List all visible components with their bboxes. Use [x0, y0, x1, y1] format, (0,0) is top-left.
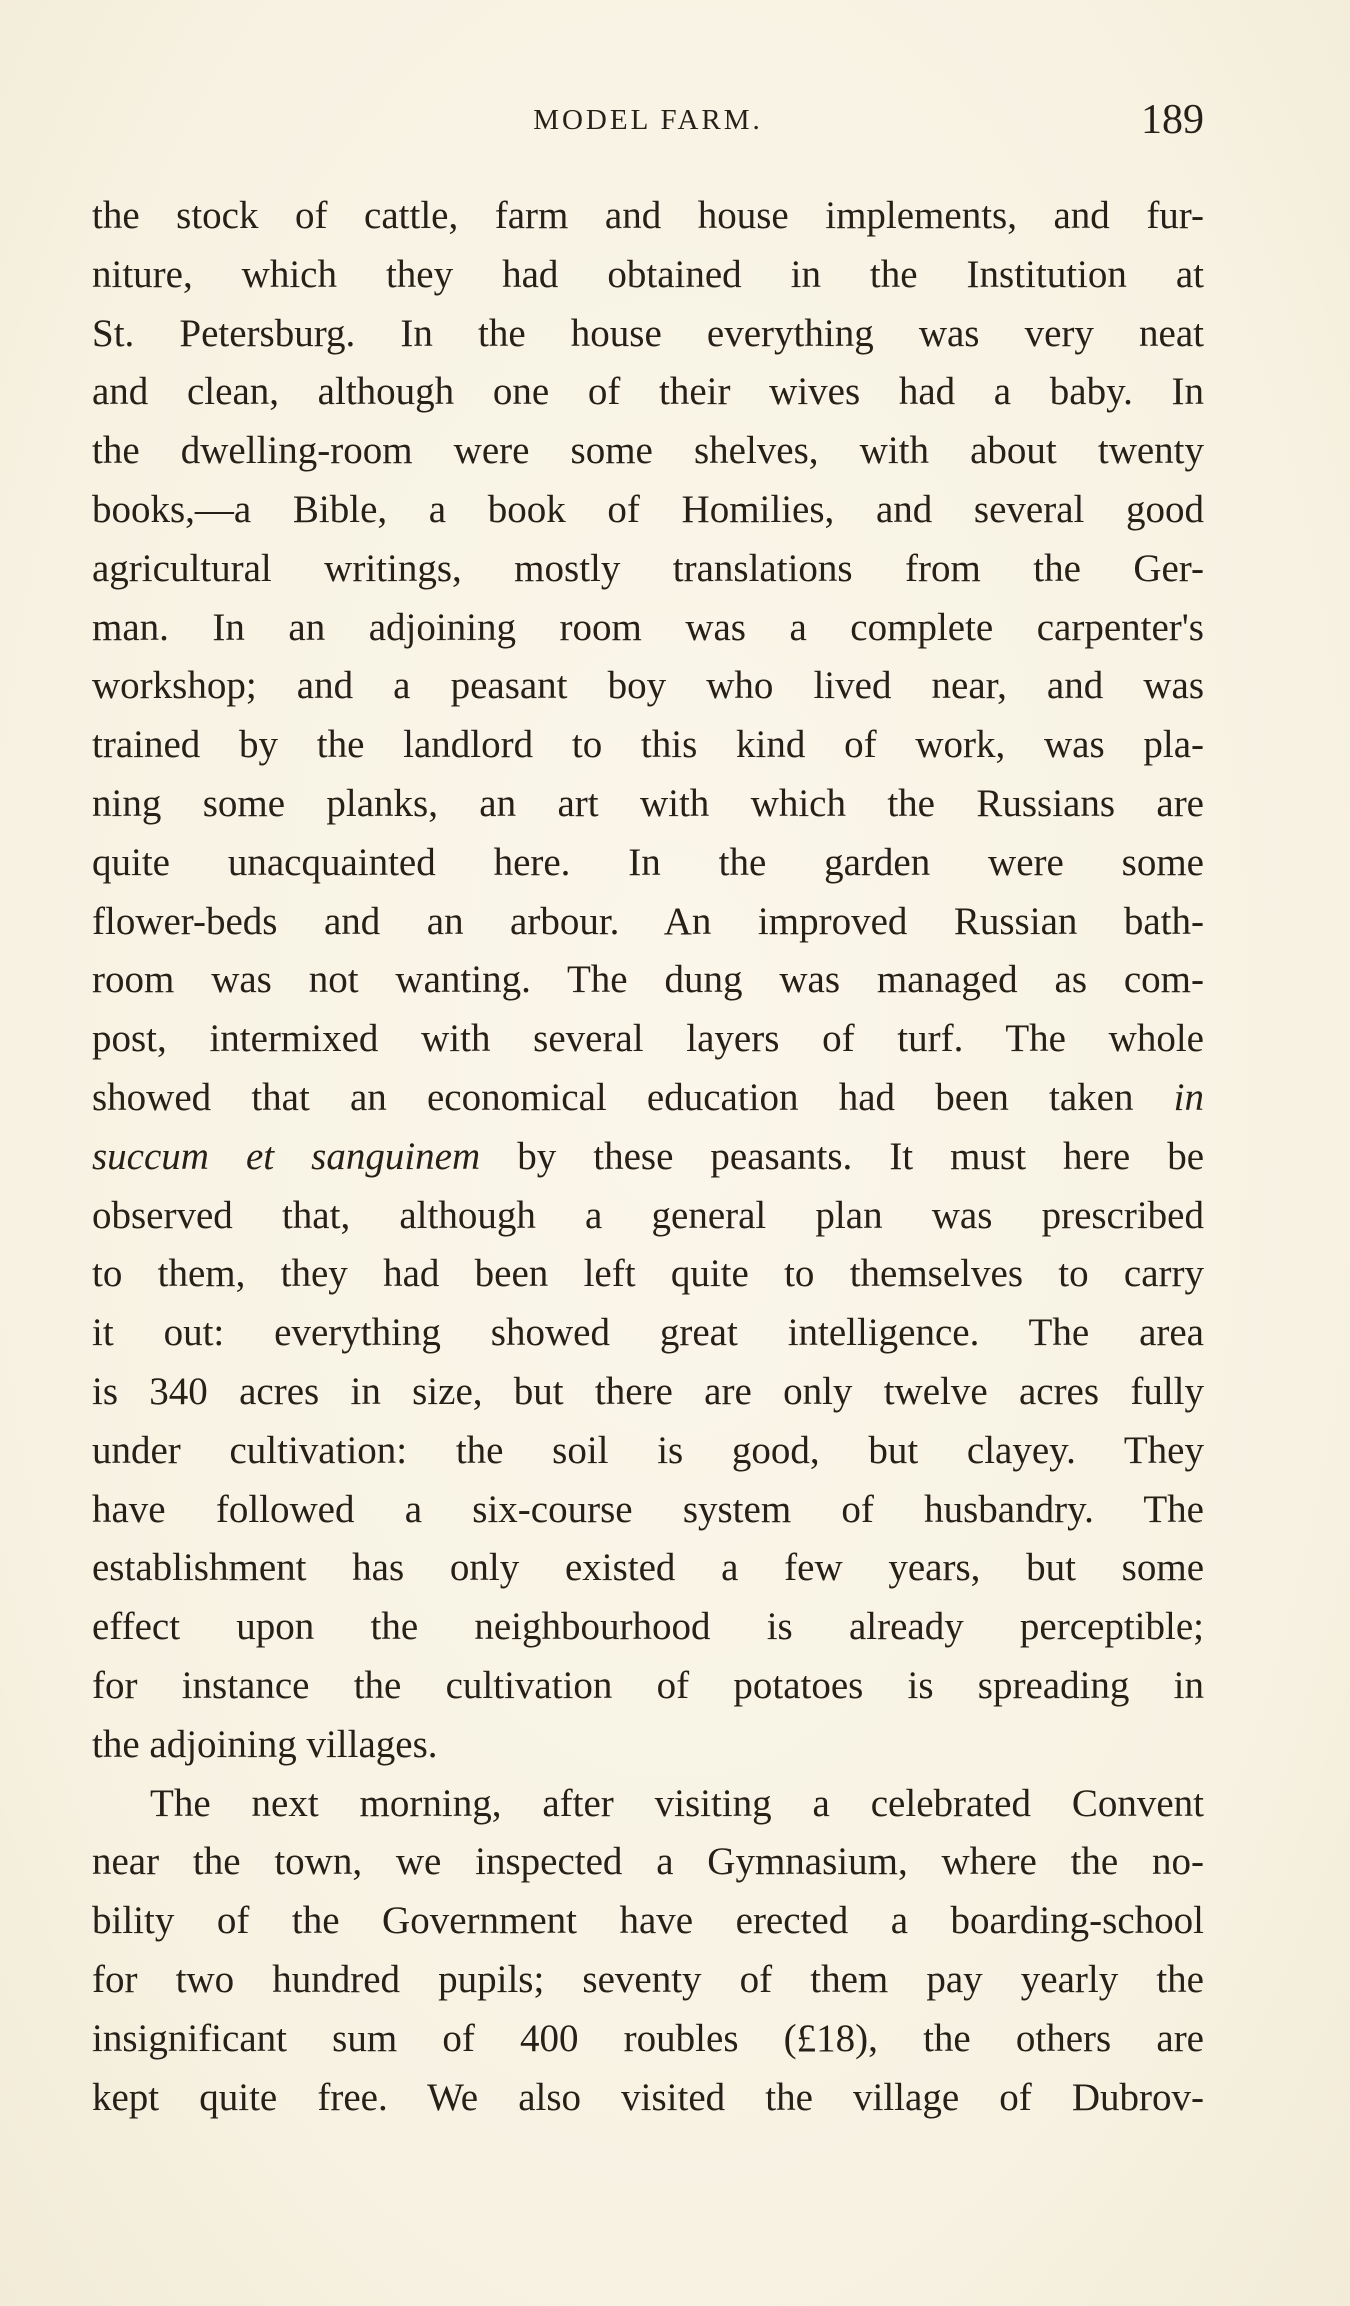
text-line: The next morning, after visiting a celebrated Convent [150, 1781, 1204, 1825]
text-line: have followed a six-course system of husbandry. The [92, 1487, 1204, 1531]
body-text [92, 187, 1204, 2127]
text-line: agricultural writings, mostly translations from the Ger- [92, 546, 1204, 590]
text-line: near the town, we inspected a Gymnasium, where the no- [92, 1840, 1204, 1884]
text-line: flower-beds and an arbour. An improved Russian bath- [92, 899, 1204, 943]
text-line: for instance the cultivation of potatoes is spreading in [92, 1663, 1204, 1707]
text-line-with-italic-start [92, 1128, 1204, 1187]
text-line: it out: everything showed great intelligence. The area [92, 1311, 1204, 1355]
text-line: books,—a Bible, a book of Homilies, and several good [92, 487, 1204, 531]
text-line: to them, they had been left quite to themselves to carry [92, 1252, 1204, 1296]
text-line: establishment has only existed a few years, but some [92, 1546, 1204, 1590]
text-line: quite unacquainted here. In the garden were some [92, 840, 1204, 884]
text-line: insignificant sum of 400 roubles (£18), the others are [92, 2016, 1204, 2060]
running-head [92, 96, 1204, 146]
text-line: ning some planks, an art with which the Russians are [92, 781, 1204, 825]
text-line: kept quite free. We also visited the village of Dubrov- [92, 2075, 1204, 2119]
text-line: under cultivation: the soil is good, but clayey. They [92, 1428, 1204, 1472]
line-text: by these peasants. It must here be [517, 1134, 1205, 1178]
text-line: the stock of cattle, farm and house implements, and fur- [92, 194, 1204, 237]
paragraph-2 [92, 1775, 1204, 2128]
text-line: post, intermixed with several layers of turf. The whole [92, 1017, 1204, 1061]
running-title: MODEL FARM. [533, 104, 763, 136]
text-line: observed that, although a general plan was prescribed [92, 1193, 1204, 1237]
paragraph-1 [92, 187, 1204, 1775]
italic-phrase-succum-et-sanguinem: succum et sanguinem [92, 1134, 481, 1178]
text-line: man. In an adjoining room was a complete carpenter's [92, 605, 1204, 649]
text-line: bility of the Government have erected a boarding-school [92, 1899, 1204, 1943]
text-line: is 340 acres in size, but there are only twelve acres fully [92, 1369, 1204, 1413]
text-line: for two hundred pupils; seventy of them pay yearly the [92, 1957, 1204, 2001]
italic-phrase-in: in [1173, 1075, 1204, 1119]
text-line: niture, which they had obtained in the Institution at [92, 252, 1204, 296]
text-line: effect upon the neighbourhood is already perceptible; [92, 1605, 1204, 1649]
text-line: and clean, although one of their wives had a baby. In [92, 370, 1204, 414]
text-line: St. Petersburg. In the house everything was very neat [92, 311, 1204, 355]
page-number: 189 [1141, 97, 1204, 143]
text-line: the dwelling-room were some shelves, with about twenty [92, 429, 1204, 473]
text-line: workshop; and a peasant boy who lived near, and was [92, 664, 1204, 708]
text-line-with-italic-end [92, 1069, 1204, 1128]
line-text: showed that an economical education had been taken [92, 1075, 1134, 1119]
text-line: trained by the landlord to this kind of work, was pla- [92, 723, 1204, 767]
text-line: the adjoining villages. [92, 1722, 438, 1766]
text-line: room was not wanting. The dung was managed as com- [92, 958, 1204, 1002]
